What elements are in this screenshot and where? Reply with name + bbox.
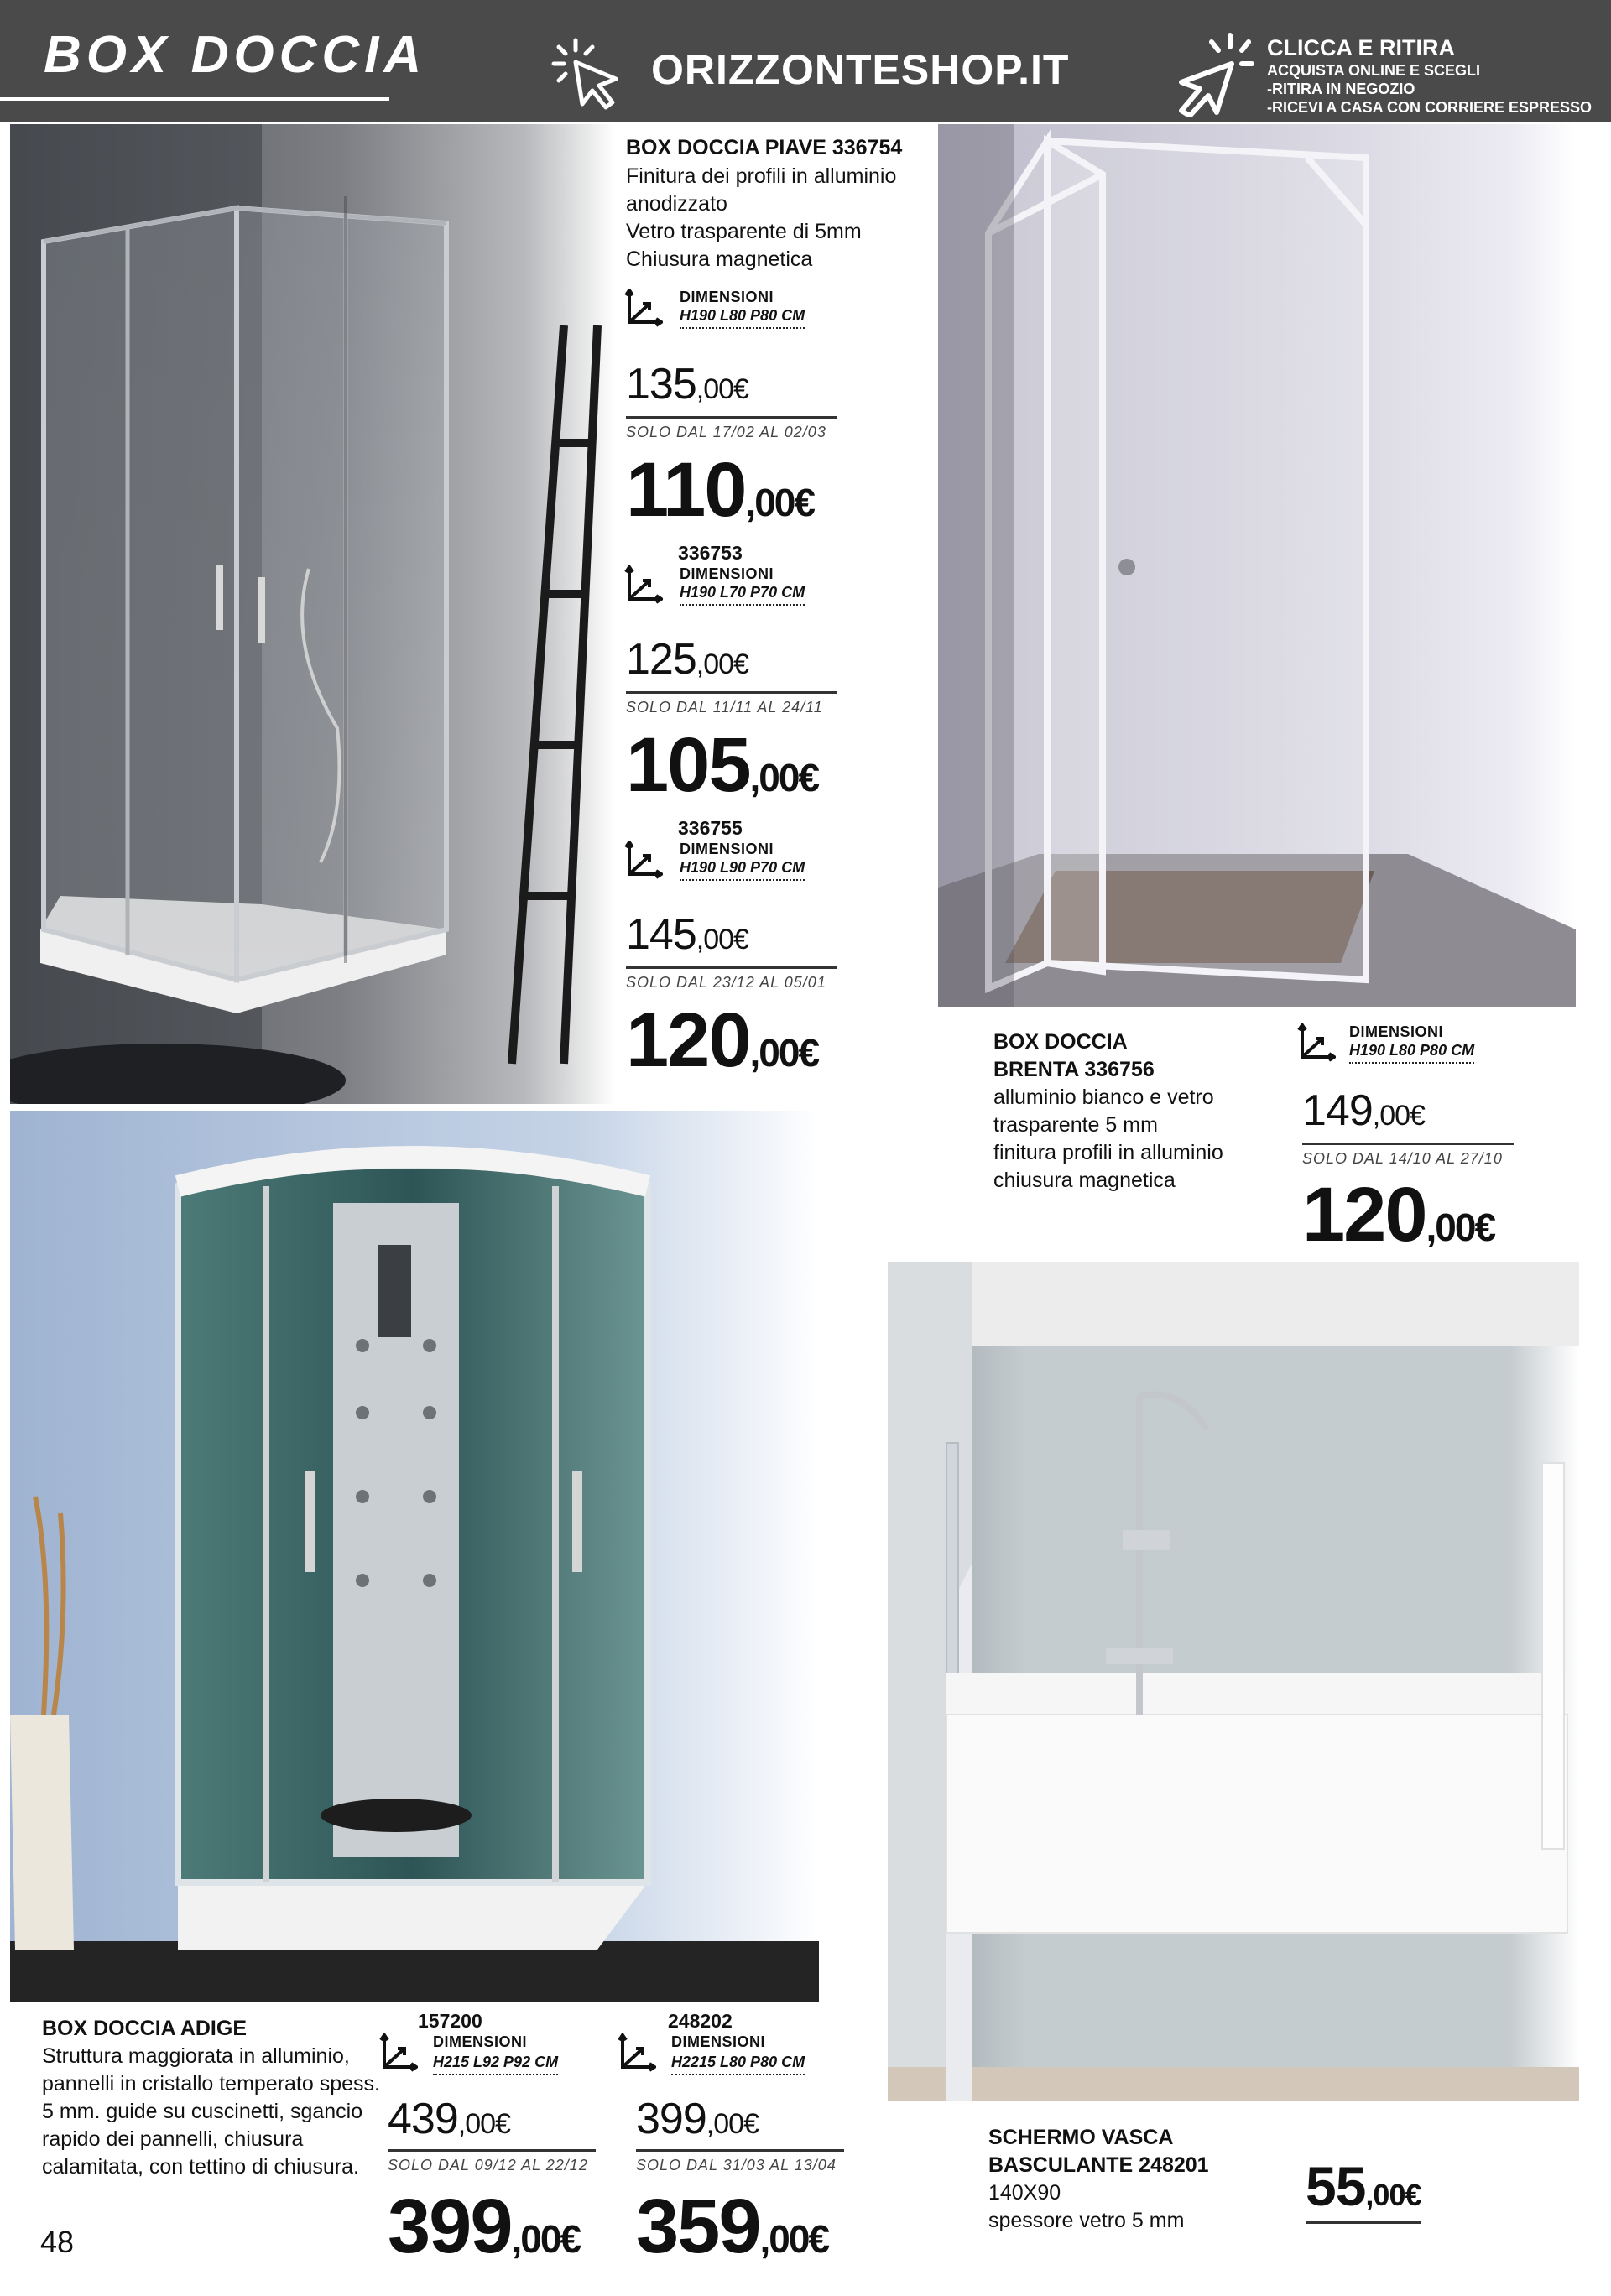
dimensions-value: H190 L70 P70 CM [680,584,805,606]
offer-price-integer: 399 [388,2184,512,2269]
promo-title: CLICCA E RITIRA [1267,35,1455,60]
dimensions-label: DIMENSIONI [680,289,774,305]
product-name: BOX DOCCIA ADIGE [42,2017,247,2040]
product-price-integer: 55 [1306,2155,1366,2217]
product-description-line: 5 mm. guide su cuscinetti, sgancio [42,2100,363,2123]
dimensions-value: H190 L90 P70 CM [680,859,805,881]
regular-price-cents: ,00€ [1372,1100,1425,1132]
regular-price [626,909,748,960]
product-description-line: 140X90 [988,2181,1061,2205]
dimensions-axes-icon [379,2033,418,2072]
regular-price-integer: 135 [626,360,696,409]
dimensions-value: H190 L80 P80 CM [1349,1042,1474,1064]
dimensions-label: DIMENSIONI [1349,1023,1444,1040]
offer-price-cents: ,00€ [1426,1205,1495,1249]
dimensions-value: H215 L92 P92 CM [433,2054,558,2075]
section-title: BOX DOCCIA [44,26,427,84]
regular-price-integer: 145 [626,910,696,959]
dimensions-axes-icon [1297,1023,1336,1062]
offer-price-integer: 120 [1302,1172,1426,1257]
regular-price [626,634,748,685]
product-description-line: rapido dei pannelli, chiusura [42,2127,304,2151]
product-price-cents: ,00€ [1365,2178,1421,2212]
dimensions-label: DIMENSIONI [433,2033,528,2050]
dimensions-label: DIMENSIONI [680,565,774,582]
product-code: 336755 [678,817,743,839]
product-code: 157200 [418,2010,482,2032]
product-photo-adige [10,1111,819,2002]
regular-price-cents: ,00€ [696,648,748,680]
offer-validity: SOLO DAL 31/03 AL 13/04 [636,2149,844,2174]
regular-price [626,359,748,409]
offer-price-cents: ,00€ [745,481,814,524]
regular-price-integer: 439 [388,2095,458,2143]
product-price [1306,2154,1421,2224]
offer-price-cents: ,00€ [511,2217,581,2261]
click-cursor-icon [1165,30,1257,117]
product-name: BOX DOCCIA PIAVE 336754 [626,136,903,159]
product-description-line: trasparente 5 mm [993,1113,1158,1137]
dimensions-axes-icon [624,841,663,879]
offer-price-cents: ,00€ [759,2217,829,2261]
promo-line: -RITIRA IN NEGOZIO [1267,81,1415,97]
dimensions-label: DIMENSIONI [671,2033,766,2050]
page-number: 48 [40,2225,75,2259]
product-description-line: Vetro trasparente di 5mm [626,220,862,243]
offer-price-cents: ,00€ [749,1031,819,1075]
offer-validity: SOLO DAL 11/11 AL 24/11 [626,691,837,716]
regular-price-cents: ,00€ [706,2108,759,2140]
product-description-line: Chiusura magnetica [626,247,813,271]
product-description-line: Finitura dei profili in alluminio [626,164,897,188]
offer-price [626,447,814,541]
dimensions-axes-icon [624,565,663,604]
product-name: SCHERMO VASCA [988,2126,1174,2149]
shop-name[interactable]: ORIZZONTESHOP.IT [651,46,1070,93]
regular-price [1302,1086,1425,1136]
dimensions-label: DIMENSIONI [680,841,774,857]
offer-price [636,2184,829,2278]
offer-price-integer: 110 [626,447,746,533]
product-name: BOX DOCCIA [993,1030,1128,1054]
offer-price [626,997,819,1091]
regular-price [636,2094,759,2144]
offer-price-integer: 105 [626,722,750,808]
dimensions-axes-icon [624,289,663,327]
product-description-line: spessore vetro 5 mm [988,2209,1185,2232]
offer-price-cents: ,00€ [749,756,819,799]
offer-validity: SOLO DAL 17/02 AL 02/03 [626,416,837,441]
offer-price-integer: 120 [626,997,750,1083]
regular-price-integer: 399 [636,2095,706,2143]
product-description-line: anodizzato [626,192,727,216]
title-underline [0,97,389,101]
product-description-line: finitura profili in alluminio [993,1141,1223,1164]
product-name: BASCULANTE 248201 [988,2153,1209,2177]
promo-line: -RICEVI A CASA CON CORRIERE ESPRESSO [1267,99,1593,116]
regular-price-integer: 125 [626,635,696,684]
product-code: 248202 [668,2010,733,2032]
dimensions-value: H190 L80 P80 CM [680,307,805,329]
regular-price [388,2094,510,2144]
dimensions-axes-icon [618,2033,656,2072]
regular-price-integer: 149 [1302,1086,1373,1135]
product-description-line: pannelli in cristallo temperato spess. [42,2072,380,2096]
offer-price [626,722,819,816]
click-cursor-icon [550,37,628,114]
offer-price-integer: 359 [636,2184,760,2269]
product-description-line: alluminio bianco e vetro [993,1086,1214,1109]
dimensions-value: H2215 L80 P80 CM [671,2054,805,2075]
offer-validity: SOLO DAL 14/10 AL 27/10 [1302,1143,1514,1168]
offer-validity: SOLO DAL 09/12 AL 22/12 [388,2149,596,2174]
product-description-line: Struttura maggiorata in alluminio, [42,2044,350,2068]
offer-validity: SOLO DAL 23/12 AL 05/01 [626,966,837,992]
regular-price-cents: ,00€ [457,2108,510,2140]
product-description-line: calamitata, con tettino di chiusura. [42,2155,359,2179]
product-code: 336753 [678,542,743,564]
product-description-line: chiusura magnetica [993,1169,1176,1192]
regular-price-cents: ,00€ [696,924,748,955]
regular-price-cents: ,00€ [696,373,748,405]
product-name: BRENTA 336756 [993,1058,1155,1081]
promo-line: ACQUISTA ONLINE E SCEGLI [1267,62,1481,79]
product-photo-piave [10,124,616,1104]
page-header [0,0,1611,122]
offer-price [1302,1172,1495,1266]
offer-price [388,2184,581,2278]
product-photo-brenta [938,124,1576,1007]
product-photo-schermo [888,1262,1579,2101]
